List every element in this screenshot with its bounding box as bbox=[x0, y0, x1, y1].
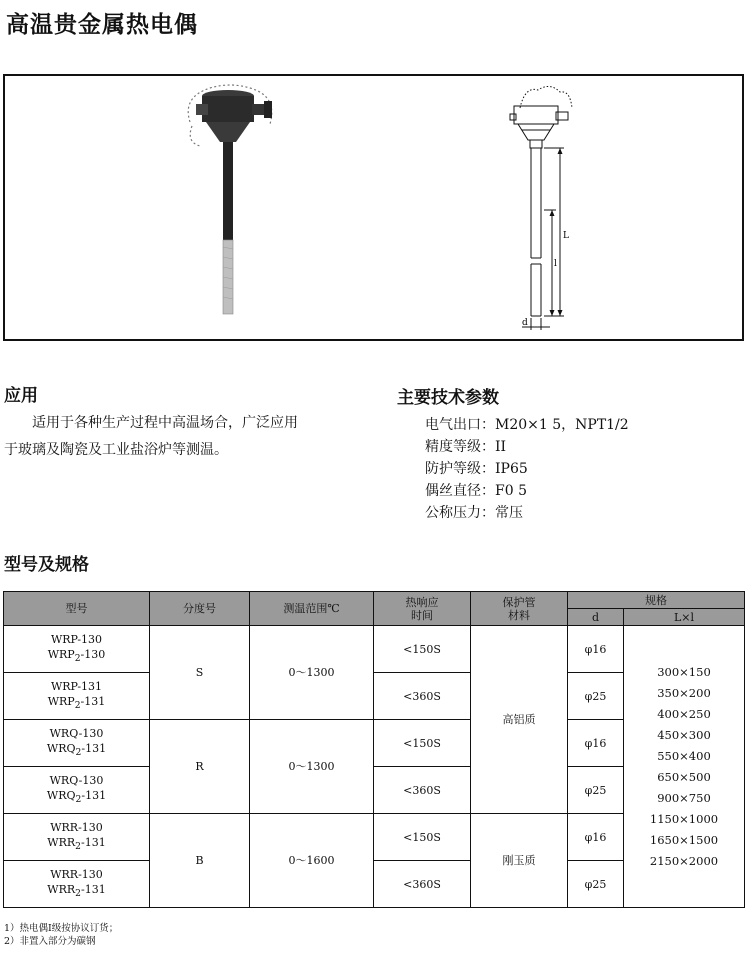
dimension-drawing bbox=[500, 78, 590, 338]
param-value: F0 5 bbox=[495, 483, 527, 499]
product-photo bbox=[170, 82, 290, 317]
header-d: d bbox=[568, 609, 624, 626]
spec-table bbox=[3, 591, 745, 908]
d-cell: φ16 bbox=[568, 814, 624, 861]
response-cell: <360S bbox=[374, 673, 471, 720]
header-tube-material: 保护管 材料 bbox=[471, 592, 568, 626]
size-item: 1650×1500 bbox=[649, 832, 719, 847]
header-model: 型号 bbox=[4, 592, 150, 626]
grade-cell: R bbox=[150, 720, 250, 814]
size-item: 2150×2000 bbox=[649, 853, 719, 868]
material-cell: 高铝质 bbox=[471, 626, 568, 814]
application-line-2: 于玻璃及陶瓷及工业盐浴炉等测温。 bbox=[4, 442, 228, 458]
header-spec: 规格 bbox=[568, 592, 745, 609]
size-item: 550×400 bbox=[657, 748, 711, 763]
grade-cell: B bbox=[150, 814, 250, 908]
header-response: 热响应 时间 bbox=[374, 592, 471, 626]
model-cell: WRR-130 $WRR_2-131$ bbox=[4, 814, 150, 861]
application-text bbox=[4, 410, 374, 464]
param-row bbox=[425, 480, 629, 502]
response-cell: <150S bbox=[374, 626, 471, 673]
size-item: 900×750 bbox=[657, 790, 711, 805]
param-label: 公称压力： bbox=[425, 505, 495, 521]
model-cell: WRQ-130 $WRQ_2-131$ bbox=[4, 767, 150, 814]
page-title: 高温贵金属热电偶 bbox=[6, 12, 198, 38]
range-cell: 0～1300 bbox=[250, 626, 374, 720]
d-cell: φ25 bbox=[568, 673, 624, 720]
param-label: 偶丝直径： bbox=[425, 483, 495, 499]
response-cell: <150S bbox=[374, 814, 471, 861]
application-line-1: 适用于各种生产过程中高温场合，广泛应用 bbox=[32, 415, 298, 431]
d-cell: φ25 bbox=[568, 861, 624, 908]
d-cell: φ16 bbox=[568, 626, 624, 673]
dimension-d-label: d bbox=[522, 318, 528, 328]
application-heading: 应用 bbox=[4, 386, 38, 406]
param-row bbox=[425, 502, 629, 524]
response-cell: <360S bbox=[374, 861, 471, 908]
response-cell: <360S bbox=[374, 767, 471, 814]
size-item: 400×250 bbox=[657, 706, 711, 721]
size-item: 650×500 bbox=[657, 769, 711, 784]
param-row bbox=[425, 458, 629, 480]
footnote: 2）非置入部分为碳钢 bbox=[4, 936, 96, 947]
param-value: M20×1 5，NPT1/2 bbox=[495, 417, 629, 433]
dimension-L-label: L bbox=[563, 231, 569, 241]
param-label: 电气出口： bbox=[425, 417, 495, 433]
response-cell: <150S bbox=[374, 720, 471, 767]
model-cell: WRQ-130 $WRQ_2-131$ bbox=[4, 720, 150, 767]
param-row bbox=[425, 414, 629, 436]
size-item: 450×300 bbox=[657, 727, 711, 742]
param-value: 常压 bbox=[495, 505, 523, 521]
size-item: 350×200 bbox=[657, 685, 711, 700]
d-cell: φ16 bbox=[568, 720, 624, 767]
spec-heading: 型号及规格 bbox=[4, 555, 89, 575]
params-heading: 主要技术参数 bbox=[397, 388, 499, 408]
header-range: 测温范围℃ bbox=[250, 592, 374, 626]
footnote: 1）热电偶I级按协议订货； bbox=[4, 923, 119, 934]
size-item: 300×150 bbox=[657, 664, 711, 679]
model-cell: WRP-131 $WRP_2-131$ bbox=[4, 673, 150, 720]
size-list-cell bbox=[624, 626, 745, 908]
range-cell: 0～1600 bbox=[250, 814, 374, 908]
param-row bbox=[425, 436, 629, 458]
model-cell: WRP-130 $WRP_2-130$ bbox=[4, 626, 150, 673]
model-cell: WRR-130 $WRR_2-131$ bbox=[4, 861, 150, 908]
table-row bbox=[4, 626, 745, 673]
param-label: 防护等级： bbox=[425, 461, 495, 477]
param-value: II bbox=[495, 439, 507, 455]
material-cell: 刚玉质 bbox=[471, 814, 568, 908]
param-value: IP65 bbox=[495, 461, 528, 477]
product-image-frame bbox=[3, 74, 744, 341]
range-cell: 0～1300 bbox=[250, 720, 374, 814]
header-lxl: L×l bbox=[624, 609, 745, 626]
grade-cell: S bbox=[150, 626, 250, 720]
param-label: 精度等级： bbox=[425, 439, 495, 455]
size-item: 1150×1000 bbox=[649, 811, 719, 826]
dimension-l-label: l bbox=[554, 259, 557, 269]
d-cell: φ25 bbox=[568, 767, 624, 814]
header-grade: 分度号 bbox=[150, 592, 250, 626]
footnotes bbox=[4, 922, 118, 948]
params-list bbox=[425, 414, 629, 524]
